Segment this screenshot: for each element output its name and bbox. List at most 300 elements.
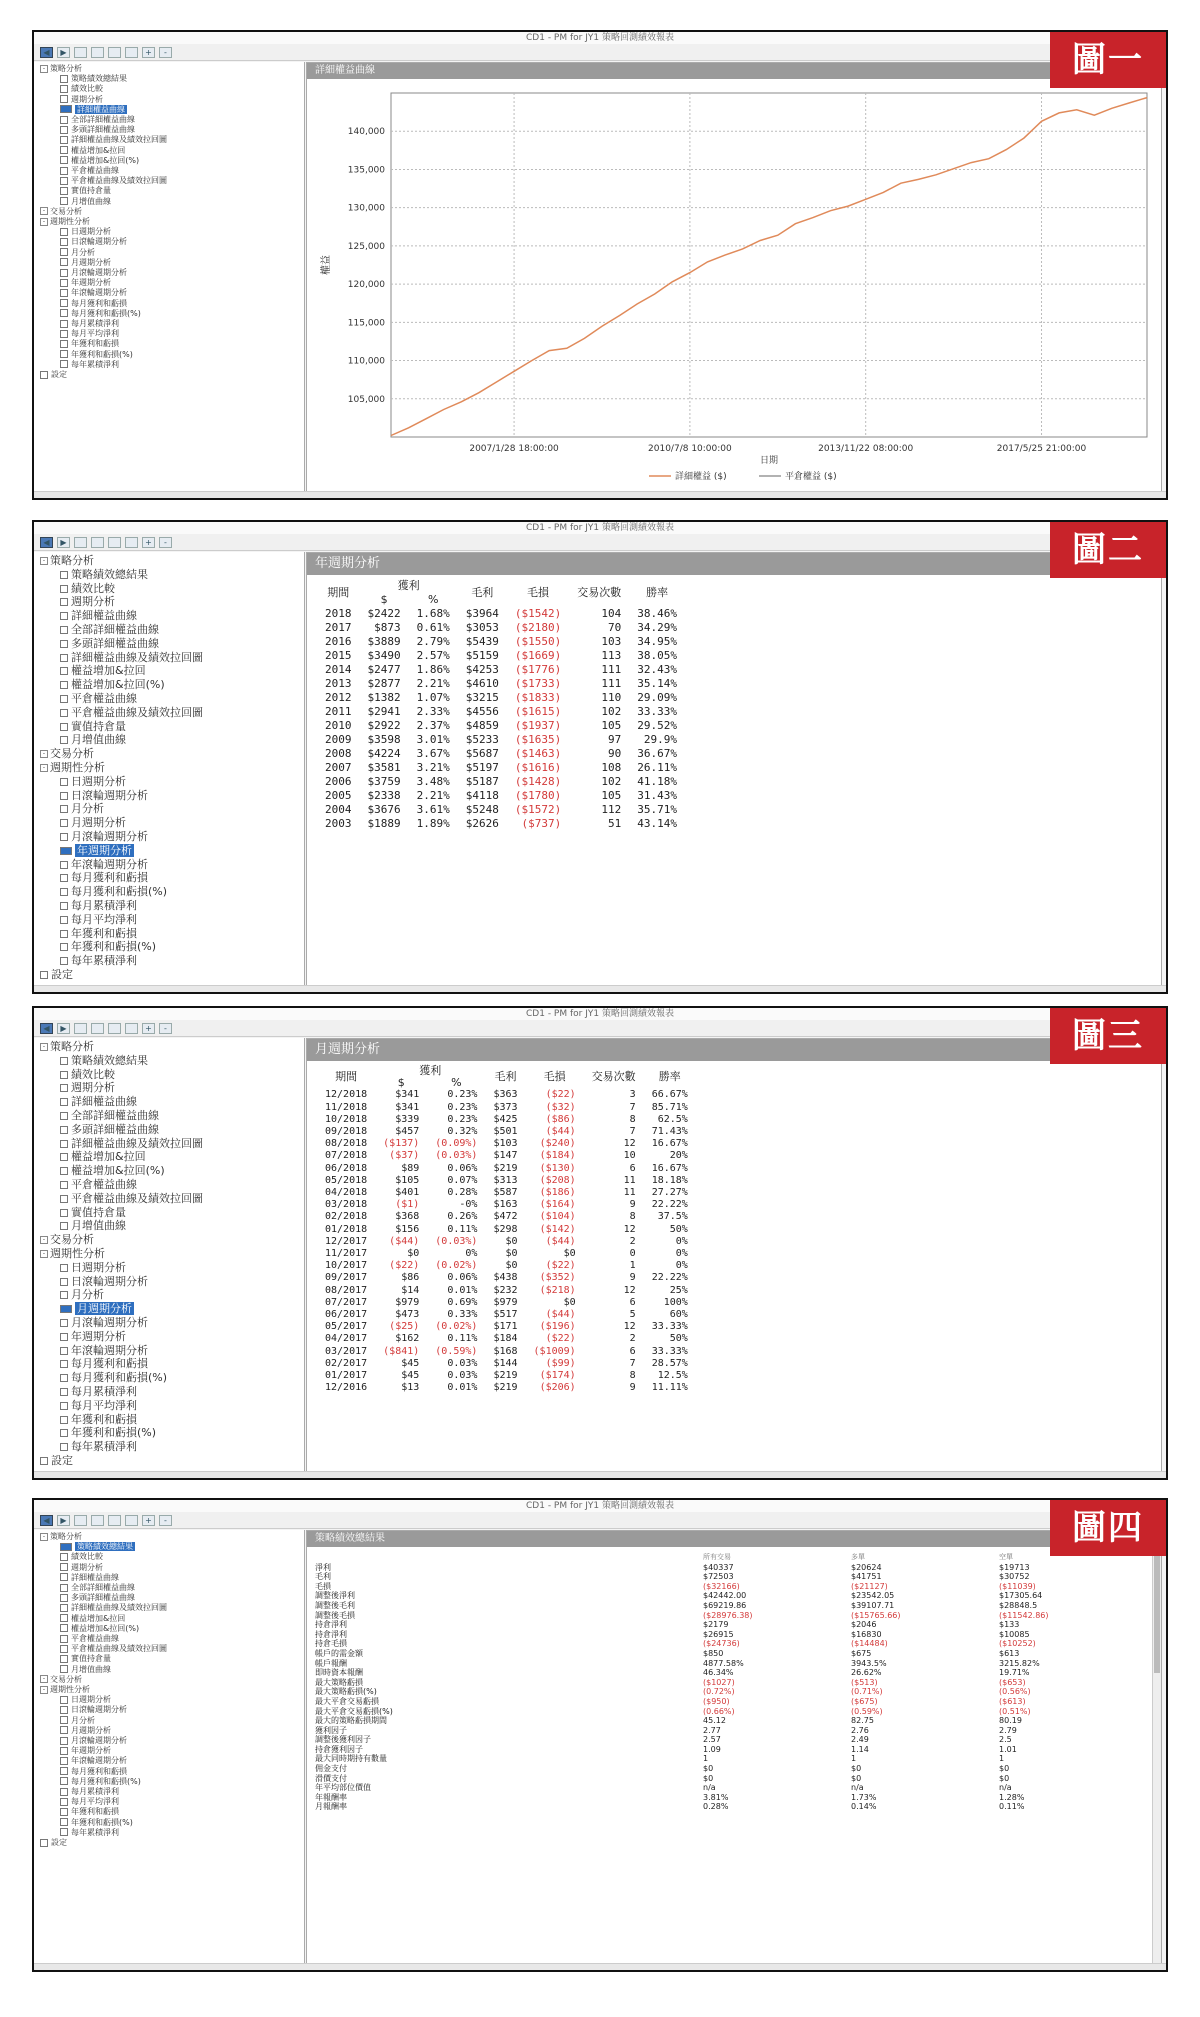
metric-value: ($28976.38) xyxy=(703,1610,753,1620)
table-cell: $171 xyxy=(493,1321,518,1333)
metric-value: $23542.05 xyxy=(851,1591,895,1601)
tree-item[interactable] xyxy=(34,1685,304,1695)
col-header-label xyxy=(311,1553,699,1563)
table-row[interactable] xyxy=(317,1114,696,1126)
tree-item[interactable] xyxy=(34,1399,304,1413)
tree-item[interactable] xyxy=(34,1302,304,1316)
table-cell: 3.61% xyxy=(416,803,450,816)
save-icon[interactable] xyxy=(74,537,87,548)
table-row[interactable] xyxy=(317,1358,696,1370)
tree-item[interactable] xyxy=(34,115,304,125)
table-cell: ($142) xyxy=(539,1223,576,1235)
table-row[interactable] xyxy=(317,1297,696,1309)
table-cell: $0 xyxy=(505,1235,518,1247)
table-row[interactable] xyxy=(317,817,685,831)
tree-item[interactable] xyxy=(34,84,304,94)
tree-item[interactable] xyxy=(34,1275,304,1289)
tree-item[interactable] xyxy=(34,1054,304,1068)
table-cell: 2013 xyxy=(325,677,352,690)
metric-label: 最大平倉交易虧損(%) xyxy=(315,1706,393,1716)
tree-item[interactable] xyxy=(34,350,304,360)
tree-item[interactable] xyxy=(34,319,304,329)
tree-item[interactable] xyxy=(34,1068,304,1082)
table-row[interactable] xyxy=(317,691,685,705)
tree-item[interactable] xyxy=(34,775,304,789)
tree-item[interactable] xyxy=(34,1164,304,1178)
zoom-out-icon[interactable]: - xyxy=(159,537,172,548)
tree-item[interactable] xyxy=(34,1838,304,1848)
tree-item[interactable] xyxy=(34,678,304,692)
tree-item[interactable] xyxy=(34,830,304,844)
legend-entry: 平倉權益 ($) xyxy=(785,472,837,482)
back-icon[interactable]: ◀ xyxy=(40,537,53,548)
table-cell: 0.03% xyxy=(447,1370,478,1382)
tree-item[interactable] xyxy=(34,1150,304,1164)
table-cell: $219 xyxy=(493,1370,518,1382)
table-cell: 70 xyxy=(607,621,622,634)
tree-item[interactable] xyxy=(34,299,304,309)
zoom-in-icon[interactable]: + xyxy=(142,537,155,548)
tree-item-label: 週期性分析 xyxy=(50,1246,105,1260)
table-row[interactable] xyxy=(317,733,685,747)
table-row[interactable] xyxy=(311,1793,1111,1803)
tree-item-label: 平倉權益曲線及績效拉回圖 xyxy=(71,705,203,719)
tree-item[interactable] xyxy=(34,1206,304,1220)
tree-item[interactable] xyxy=(34,278,304,288)
table-row[interactable] xyxy=(317,1285,696,1297)
tree-item[interactable] xyxy=(34,186,304,196)
table-cell: ($22) xyxy=(545,1333,576,1345)
report-icon xyxy=(60,1319,68,1327)
table-cell: $5439 xyxy=(465,635,499,648)
table-row[interactable] xyxy=(311,1639,1111,1649)
chart-icon[interactable] xyxy=(125,1023,138,1034)
table-cell: $45 xyxy=(401,1370,420,1382)
table-row[interactable] xyxy=(311,1774,1111,1784)
tree-item[interactable] xyxy=(34,370,304,380)
tree-item[interactable] xyxy=(34,166,304,176)
copy-icon[interactable] xyxy=(108,537,121,548)
chart-icon[interactable] xyxy=(125,537,138,548)
tree-item[interactable] xyxy=(34,1736,304,1746)
table-row[interactable] xyxy=(317,1224,696,1236)
table-row[interactable] xyxy=(317,1272,696,1284)
table-row[interactable] xyxy=(317,1102,696,1114)
table-row[interactable] xyxy=(317,1211,696,1223)
tree-item[interactable] xyxy=(34,706,304,720)
table-row[interactable] xyxy=(317,1150,696,1162)
table-cell: 0% xyxy=(465,1248,478,1260)
tree-item[interactable] xyxy=(34,1563,304,1573)
table-cell: 8 xyxy=(629,1113,636,1125)
table-cell: ($1572) xyxy=(514,803,562,816)
tree-item[interactable] xyxy=(34,207,304,217)
copy-icon[interactable] xyxy=(108,1023,121,1034)
metric-value: ($14484) xyxy=(851,1639,888,1649)
table-row[interactable] xyxy=(317,1370,696,1382)
tree-item[interactable] xyxy=(34,913,304,927)
vertical-scrollbar[interactable] xyxy=(1152,1547,1161,1963)
report-icon xyxy=(60,238,68,246)
tree-item[interactable] xyxy=(34,582,304,596)
tree-item[interactable] xyxy=(34,1654,304,1664)
table-row[interactable] xyxy=(311,1697,1111,1707)
table-row[interactable] xyxy=(311,1668,1111,1678)
tree-item[interactable] xyxy=(34,733,304,747)
tree-item[interactable] xyxy=(34,146,304,156)
tree-item[interactable] xyxy=(34,1807,304,1817)
table-row[interactable] xyxy=(311,1707,1111,1717)
table-row[interactable] xyxy=(317,1321,696,1333)
chart-icon[interactable] xyxy=(125,47,138,58)
print-icon[interactable] xyxy=(91,1515,104,1526)
tree-item-label: 交易分析 xyxy=(50,206,82,216)
tree-item-label: 月分析 xyxy=(71,1715,95,1725)
tree-item[interactable] xyxy=(34,664,304,678)
tree-item[interactable] xyxy=(34,1357,304,1371)
tree-item[interactable] xyxy=(34,360,304,370)
tree-item[interactable] xyxy=(34,761,304,775)
table-cell: $373 xyxy=(493,1101,518,1113)
tree-item[interactable] xyxy=(34,871,304,885)
tree-item[interactable] xyxy=(34,1330,304,1344)
table-cell: 9 xyxy=(629,1382,636,1394)
tree-item[interactable] xyxy=(34,1081,304,1095)
tree-item[interactable] xyxy=(34,747,304,761)
tree-item[interactable] xyxy=(34,1316,304,1330)
tree-item[interactable] xyxy=(34,816,304,830)
tree-item[interactable] xyxy=(34,1818,304,1828)
tree-item[interactable] xyxy=(34,1726,304,1736)
save-icon[interactable] xyxy=(74,1023,87,1034)
table-row[interactable] xyxy=(317,747,685,761)
tree-item-label: 年週期分析 xyxy=(77,843,132,857)
table-cell: $45 xyxy=(401,1357,420,1369)
tree-item[interactable] xyxy=(34,1756,304,1766)
table-row[interactable] xyxy=(317,775,685,789)
tree-item[interactable] xyxy=(34,1644,304,1654)
metric-value: (0.72%) xyxy=(703,1687,735,1697)
print-icon[interactable] xyxy=(91,537,104,548)
tree-item[interactable] xyxy=(34,1552,304,1562)
report-icon xyxy=(60,1655,68,1663)
back-icon[interactable]: ◀ xyxy=(40,1515,53,1526)
tree-item[interactable] xyxy=(34,1767,304,1777)
table-row[interactable] xyxy=(317,1382,696,1394)
report-icon xyxy=(60,1416,68,1424)
tree-item[interactable] xyxy=(34,1137,304,1151)
tree-item[interactable] xyxy=(34,309,304,319)
table-row[interactable] xyxy=(317,1163,696,1175)
tree-item[interactable] xyxy=(34,176,304,186)
table-row[interactable] xyxy=(311,1630,1111,1640)
table-row[interactable] xyxy=(317,1333,696,1345)
table-row[interactable] xyxy=(317,1175,696,1187)
zoom-in-icon[interactable]: + xyxy=(142,47,155,58)
table-row[interactable] xyxy=(311,1687,1111,1697)
table-row[interactable] xyxy=(311,1735,1111,1745)
zoom-in-icon[interactable]: + xyxy=(142,1023,155,1034)
tree-item[interactable] xyxy=(34,940,304,954)
table-row[interactable] xyxy=(317,1187,696,1199)
tree-item[interactable] xyxy=(34,1634,304,1644)
tree-item[interactable] xyxy=(34,1828,304,1838)
table-row[interactable] xyxy=(311,1659,1111,1669)
table-row[interactable] xyxy=(311,1802,1111,1812)
tree-item[interactable] xyxy=(34,227,304,237)
table-row[interactable] xyxy=(311,1783,1111,1793)
back-icon[interactable]: ◀ xyxy=(40,1023,53,1034)
tree-item[interactable] xyxy=(34,217,304,227)
table-row[interactable] xyxy=(317,607,685,621)
metric-value: 1.28% xyxy=(999,1792,1025,1802)
tree-item[interactable] xyxy=(34,1385,304,1399)
table-row[interactable] xyxy=(317,705,685,719)
table-cell: 1.07% xyxy=(416,691,450,704)
tree-item[interactable] xyxy=(34,1593,304,1603)
tree-item[interactable] xyxy=(34,1705,304,1715)
tree-item[interactable] xyxy=(34,595,304,609)
scroll-thumb[interactable] xyxy=(1154,1553,1160,1673)
table-cell: $3759 xyxy=(367,775,401,788)
tree-item[interactable] xyxy=(34,237,304,247)
report-icon xyxy=(60,1153,68,1161)
table-row[interactable] xyxy=(311,1754,1111,1764)
table-cell: ($1669) xyxy=(514,649,562,662)
tree-item[interactable] xyxy=(34,1454,304,1468)
table-row[interactable] xyxy=(317,1236,696,1248)
col-header-percent: % xyxy=(451,1076,462,1090)
tree-item[interactable] xyxy=(34,1178,304,1192)
tree-item[interactable] xyxy=(34,844,304,858)
tree-item[interactable] xyxy=(34,1247,304,1261)
table-row[interactable] xyxy=(311,1649,1111,1659)
table-row[interactable] xyxy=(311,1764,1111,1774)
table-row[interactable] xyxy=(311,1591,1111,1601)
tree-item[interactable] xyxy=(34,1426,304,1440)
table-row[interactable] xyxy=(317,621,685,635)
tree-item[interactable] xyxy=(34,1665,304,1675)
back-icon[interactable]: ◀ xyxy=(40,47,53,58)
tree-item[interactable] xyxy=(34,64,304,74)
tree-item[interactable] xyxy=(34,1261,304,1275)
table-cell: 04/2018 xyxy=(325,1187,368,1199)
tree-item[interactable] xyxy=(34,248,304,258)
table-row[interactable] xyxy=(317,1309,696,1321)
tree-item[interactable] xyxy=(34,1573,304,1583)
table-row[interactable] xyxy=(317,719,685,733)
print-icon[interactable] xyxy=(91,47,104,58)
toolbar xyxy=(34,1020,1166,1037)
table-cell: 102 xyxy=(601,775,622,788)
tree-item[interactable] xyxy=(34,968,304,982)
table-row[interactable] xyxy=(317,761,685,775)
tree-item[interactable] xyxy=(34,1344,304,1358)
table-cell: 3.67% xyxy=(416,747,450,760)
metric-value: $17305.64 xyxy=(999,1591,1043,1601)
table-row[interactable] xyxy=(317,635,685,649)
tree-item[interactable] xyxy=(34,258,304,268)
tree-item[interactable] xyxy=(34,1288,304,1302)
tree-item[interactable] xyxy=(34,885,304,899)
tree-item[interactable] xyxy=(34,197,304,207)
tree-item[interactable] xyxy=(34,1095,304,1109)
zoom-out-icon[interactable]: - xyxy=(159,1023,172,1034)
tree-item[interactable] xyxy=(34,1219,304,1233)
collapse-icon: - xyxy=(40,1686,48,1694)
print-icon[interactable] xyxy=(91,1023,104,1034)
tree-item[interactable] xyxy=(34,789,304,803)
tree-item[interactable] xyxy=(34,802,304,816)
tree-item[interactable] xyxy=(34,125,304,135)
table-row[interactable] xyxy=(311,1726,1111,1736)
table-row[interactable] xyxy=(311,1563,1111,1573)
tree-item[interactable] xyxy=(34,288,304,298)
table-row[interactable] xyxy=(311,1572,1111,1582)
table-row[interactable] xyxy=(317,1260,696,1272)
table-row[interactable] xyxy=(311,1716,1111,1726)
report-icon xyxy=(60,640,68,648)
tree-item[interactable] xyxy=(34,858,304,872)
tree-item[interactable] xyxy=(34,1040,304,1054)
table-cell: 0.11% xyxy=(447,1333,478,1345)
report-icon xyxy=(60,1305,72,1313)
tree-item-label: 月增值曲線 xyxy=(71,733,126,747)
collapse-icon: - xyxy=(40,750,48,758)
report-icon xyxy=(60,1278,68,1286)
tree-item[interactable] xyxy=(34,609,304,623)
table-row[interactable] xyxy=(317,677,685,691)
table-cell: $5187 xyxy=(465,775,499,788)
copy-icon[interactable] xyxy=(108,47,121,58)
table-cell: 2 xyxy=(629,1333,636,1345)
table-row[interactable] xyxy=(311,1620,1111,1630)
tree-item[interactable] xyxy=(34,268,304,278)
metric-value: ($11542.86) xyxy=(999,1610,1049,1620)
forward-icon[interactable]: ▶ xyxy=(57,47,70,58)
tree-item[interactable] xyxy=(34,1192,304,1206)
tree-item[interactable] xyxy=(34,1716,304,1726)
tree-item[interactable] xyxy=(34,1532,304,1542)
table-row[interactable] xyxy=(317,1346,696,1358)
tree-item[interactable] xyxy=(34,1675,304,1685)
content-title: 詳細權益曲線 xyxy=(307,63,1161,79)
tree-item[interactable] xyxy=(34,568,304,582)
table-row[interactable] xyxy=(311,1745,1111,1755)
tree-item[interactable] xyxy=(34,651,304,665)
table-row[interactable] xyxy=(317,1138,696,1150)
tree-item[interactable] xyxy=(34,1542,304,1552)
save-icon[interactable] xyxy=(74,47,87,58)
forward-icon[interactable]: ▶ xyxy=(57,1515,70,1526)
table-row[interactable] xyxy=(311,1678,1111,1688)
tree-item[interactable] xyxy=(34,1777,304,1787)
table-row[interactable] xyxy=(317,1248,696,1260)
chart-icon[interactable] xyxy=(125,1515,138,1526)
tree-item[interactable] xyxy=(34,135,304,145)
zoom-in-icon[interactable]: + xyxy=(142,1515,155,1526)
table-row[interactable] xyxy=(317,1199,696,1211)
table-cell: 3 xyxy=(629,1089,636,1101)
tree-item[interactable] xyxy=(34,554,304,568)
tree-item[interactable] xyxy=(34,1233,304,1247)
tree-item-label: 年滾輪週期分析 xyxy=(71,857,148,871)
tree-item-label: 全部詳細權益曲線 xyxy=(71,1583,135,1593)
tree-item[interactable] xyxy=(34,1109,304,1123)
table-cell: 71.43% xyxy=(651,1126,688,1138)
tree-item[interactable] xyxy=(34,927,304,941)
tree-item[interactable] xyxy=(34,623,304,637)
table-cell: 12.5% xyxy=(657,1370,688,1382)
tree-item[interactable] xyxy=(34,329,304,339)
tree-item[interactable] xyxy=(34,1787,304,1797)
table-row[interactable] xyxy=(317,649,685,663)
table-row[interactable] xyxy=(317,1089,696,1101)
metric-value: 1.73% xyxy=(851,1792,877,1802)
table-row[interactable] xyxy=(311,1601,1111,1611)
table-cell: ($737) xyxy=(521,817,562,830)
report-icon xyxy=(60,626,68,634)
table-row[interactable] xyxy=(317,1126,696,1138)
table-cell: $4224 xyxy=(367,747,401,760)
tree-item[interactable] xyxy=(34,954,304,968)
table-row[interactable] xyxy=(311,1611,1111,1621)
col-header-gross-profit: 毛利 xyxy=(494,1070,517,1084)
metric-value: $69219.86 xyxy=(703,1600,747,1610)
tree-item[interactable] xyxy=(34,156,304,166)
forward-icon[interactable]: ▶ xyxy=(57,537,70,548)
tree-item[interactable] xyxy=(34,1624,304,1634)
tree-item[interactable] xyxy=(34,74,304,84)
report-icon xyxy=(60,1264,68,1272)
tree-item[interactable] xyxy=(34,339,304,349)
tree-item[interactable] xyxy=(34,1614,304,1624)
tree-item[interactable] xyxy=(34,105,304,115)
tree-item[interactable] xyxy=(34,637,304,651)
table-row[interactable] xyxy=(311,1582,1111,1592)
tree-item[interactable] xyxy=(34,1371,304,1385)
tree-item[interactable] xyxy=(34,1695,304,1705)
report-icon xyxy=(60,819,68,827)
zoom-out-icon[interactable]: - xyxy=(159,47,172,58)
tree-item[interactable] xyxy=(34,1440,304,1454)
table-cell: 111 xyxy=(601,677,622,690)
table-cell: 2.79% xyxy=(416,635,450,648)
tree-item[interactable] xyxy=(34,1797,304,1807)
report-icon xyxy=(60,1140,68,1148)
tree-item[interactable] xyxy=(34,899,304,913)
table-row[interactable] xyxy=(317,803,685,817)
report-icon xyxy=(60,833,68,841)
tree-item[interactable] xyxy=(34,692,304,706)
tree-item[interactable] xyxy=(34,1746,304,1756)
zoom-out-icon[interactable]: - xyxy=(159,1515,172,1526)
forward-icon[interactable]: ▶ xyxy=(57,1023,70,1034)
tree-item[interactable] xyxy=(34,95,304,105)
table-row[interactable] xyxy=(317,663,685,677)
metric-value: 45.12 xyxy=(703,1716,726,1726)
tree-item[interactable] xyxy=(34,1583,304,1593)
tree-item[interactable] xyxy=(34,1123,304,1137)
table-row[interactable] xyxy=(317,789,685,803)
tree-item[interactable] xyxy=(34,1413,304,1427)
tree-item[interactable] xyxy=(34,1603,304,1613)
copy-icon[interactable] xyxy=(108,1515,121,1526)
metric-value: ($10252) xyxy=(999,1639,1036,1649)
save-icon[interactable] xyxy=(74,1515,87,1526)
table-cell: 12 xyxy=(623,1321,636,1333)
tree-item[interactable] xyxy=(34,720,304,734)
